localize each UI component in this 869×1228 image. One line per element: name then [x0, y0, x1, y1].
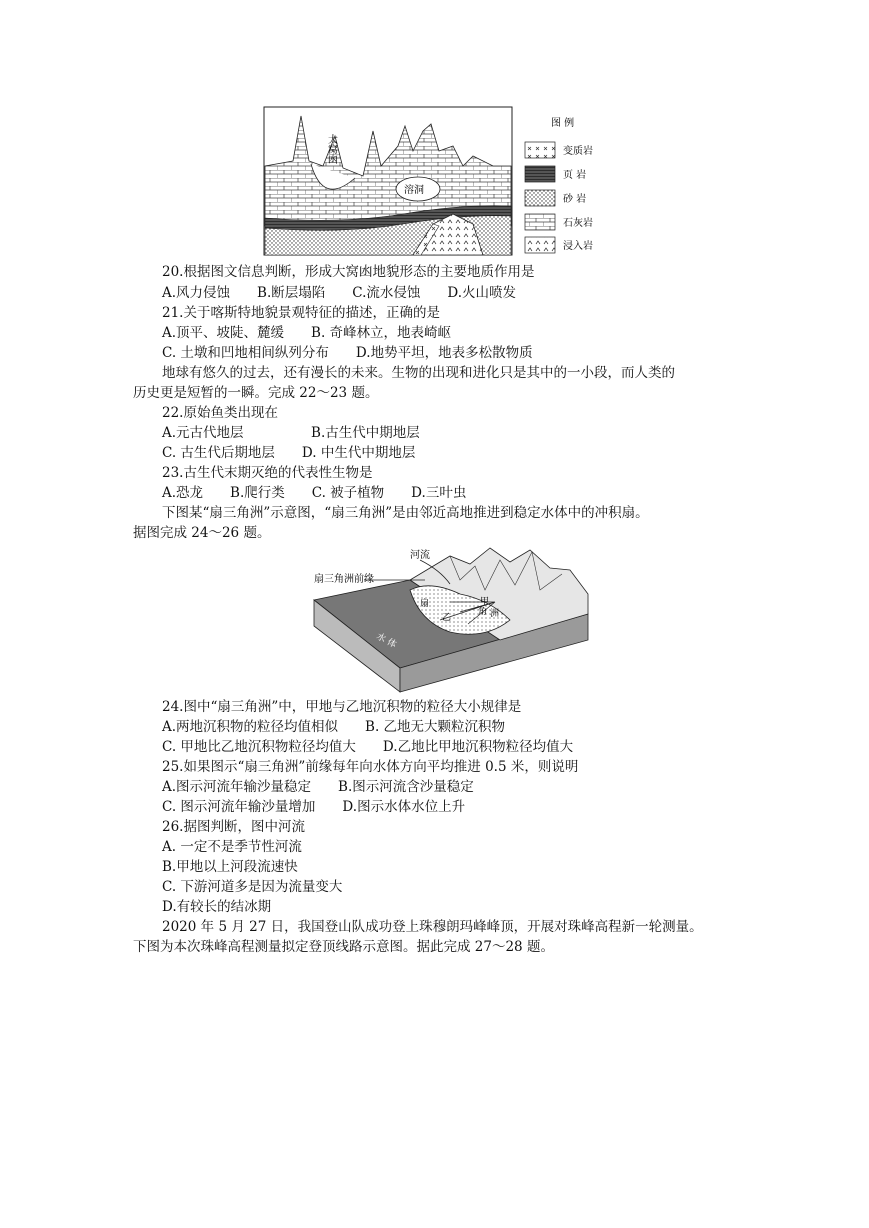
q26-option-d: D.有较长的结冰期: [162, 899, 272, 915]
shale-pattern-icon: [525, 166, 555, 182]
legend-label: 石灰岩: [563, 218, 593, 229]
q23-options: A.恐龙 B.爬行类 C. 被子植物 D.三叶虫: [162, 485, 467, 501]
label-dawo: 大窝凼: [325, 134, 337, 164]
legend-label: 页 岩: [563, 170, 587, 181]
q24-options-1: A.两地沉积物的粒径均值相似 B. 乙地无大颗粒沉积物: [162, 719, 506, 735]
legend: [525, 116, 593, 253]
legend-label: 砂 岩: [563, 194, 587, 205]
q22-options-2: C. 古生代后期地层 D. 中生代中期地层: [162, 445, 416, 461]
q26-stem: 26.据图判断，图中河流: [162, 819, 305, 835]
label-yi: 乙: [442, 613, 452, 623]
label-cave: 溶洞: [404, 185, 424, 196]
q24-stem: 24.图中“扇三角洲”中，甲地与乙地沉积物的粒径大小规律是: [162, 699, 522, 715]
legend-label: 浸入岩: [563, 241, 593, 252]
intro22-line2: 历史更是短暂的一瞬。完成 22～23 题。: [133, 385, 379, 401]
intro24-line2: 据图完成 24～26 题。: [133, 525, 271, 541]
karst-cross-section-figure: [263, 106, 607, 258]
q24-options-2: C. 甲地比乙地沉积物粒径均值大 D.乙地比甲地沉积物粒径均值大: [162, 739, 574, 755]
q26-option-c: C. 下游河道多是因为流量变大: [162, 879, 343, 895]
intrusive-rock-pattern-icon: [525, 237, 555, 253]
q22-stem: 22.原始鱼类出现在: [162, 405, 278, 421]
label-jia: 甲: [480, 597, 490, 607]
metamorphic-rock-pattern-icon: [525, 142, 555, 158]
q26-option-a: A. 一定不是季节性河流: [162, 839, 302, 855]
label-fan: 扇: [420, 599, 430, 609]
q26-option-b: B.甲地以上河段流速快: [162, 859, 298, 875]
q25-stem: 25.如果图示“扇三角洲”前缘每年向水体方向平均推进 0.5 米，则说明: [162, 759, 579, 775]
legend-title: 图 例: [551, 118, 575, 129]
limestone-pattern-icon: [525, 214, 555, 230]
q20-stem: 20.根据图文信息判断，形成大窝凼地貌形态的主要地质作用是: [162, 264, 535, 280]
label-zhou: 洲: [490, 609, 500, 619]
q21-stem: 21.关于喀斯特地貌景观特征的描述，正确的是: [162, 305, 440, 321]
intro27-line1: 2020 年 5 月 27 日，我国登山队成功登上珠穆朗玛峰峰顶，开展对珠峰高程新一轮测量。: [162, 919, 703, 935]
sandstone-pattern-icon: [525, 190, 555, 206]
q21-options-2: C. 土墩和凹地相间纵列分布 D.地势平坦，地表多松散物质: [162, 345, 533, 361]
fan-delta-block-diagram: [300, 540, 600, 696]
q20-options: A.风力侵蚀 B.断层塌陷 C.流水侵蚀 D.火山喷发: [162, 285, 517, 301]
legend-label: 变质岩: [563, 146, 593, 157]
label-river: 河流: [410, 550, 430, 561]
intro22-line1: 地球有悠久的过去，还有漫长的未来。生物的出现和进化只是其中的一小段，而人类的: [162, 365, 675, 381]
q25-options-1: A.图示河流年输沙量稳定 B.图示河流含沙量稳定: [162, 779, 474, 795]
q25-options-2: C. 图示河流年输沙量增加 D.图示水体水位上升: [162, 799, 466, 815]
q23-stem: 23.古生代末期灭绝的代表性生物是: [162, 465, 373, 481]
q21-options-1: A.顶平、坡陡、麓缓 B. 奇峰林立，地表崎岖: [162, 325, 452, 341]
label-water: 水 体: [374, 631, 398, 651]
q22-options-1: A.元古代地层 B.古生代中期地层: [162, 425, 420, 441]
label-fan-front: 扇三角洲前缘: [314, 574, 374, 585]
cross-section-drawing: [264, 107, 512, 255]
intro24-line1: 下图某“扇三角洲”示意图，“扇三角洲”是由邻近高地推进到稳定水体中的冲积扇。: [162, 505, 649, 521]
intro27-line2: 下图为本次珠峰高程测量拟定登顶线路示意图。据此完成 27～28 题。: [133, 939, 554, 955]
label-delta: 角: [478, 607, 488, 617]
